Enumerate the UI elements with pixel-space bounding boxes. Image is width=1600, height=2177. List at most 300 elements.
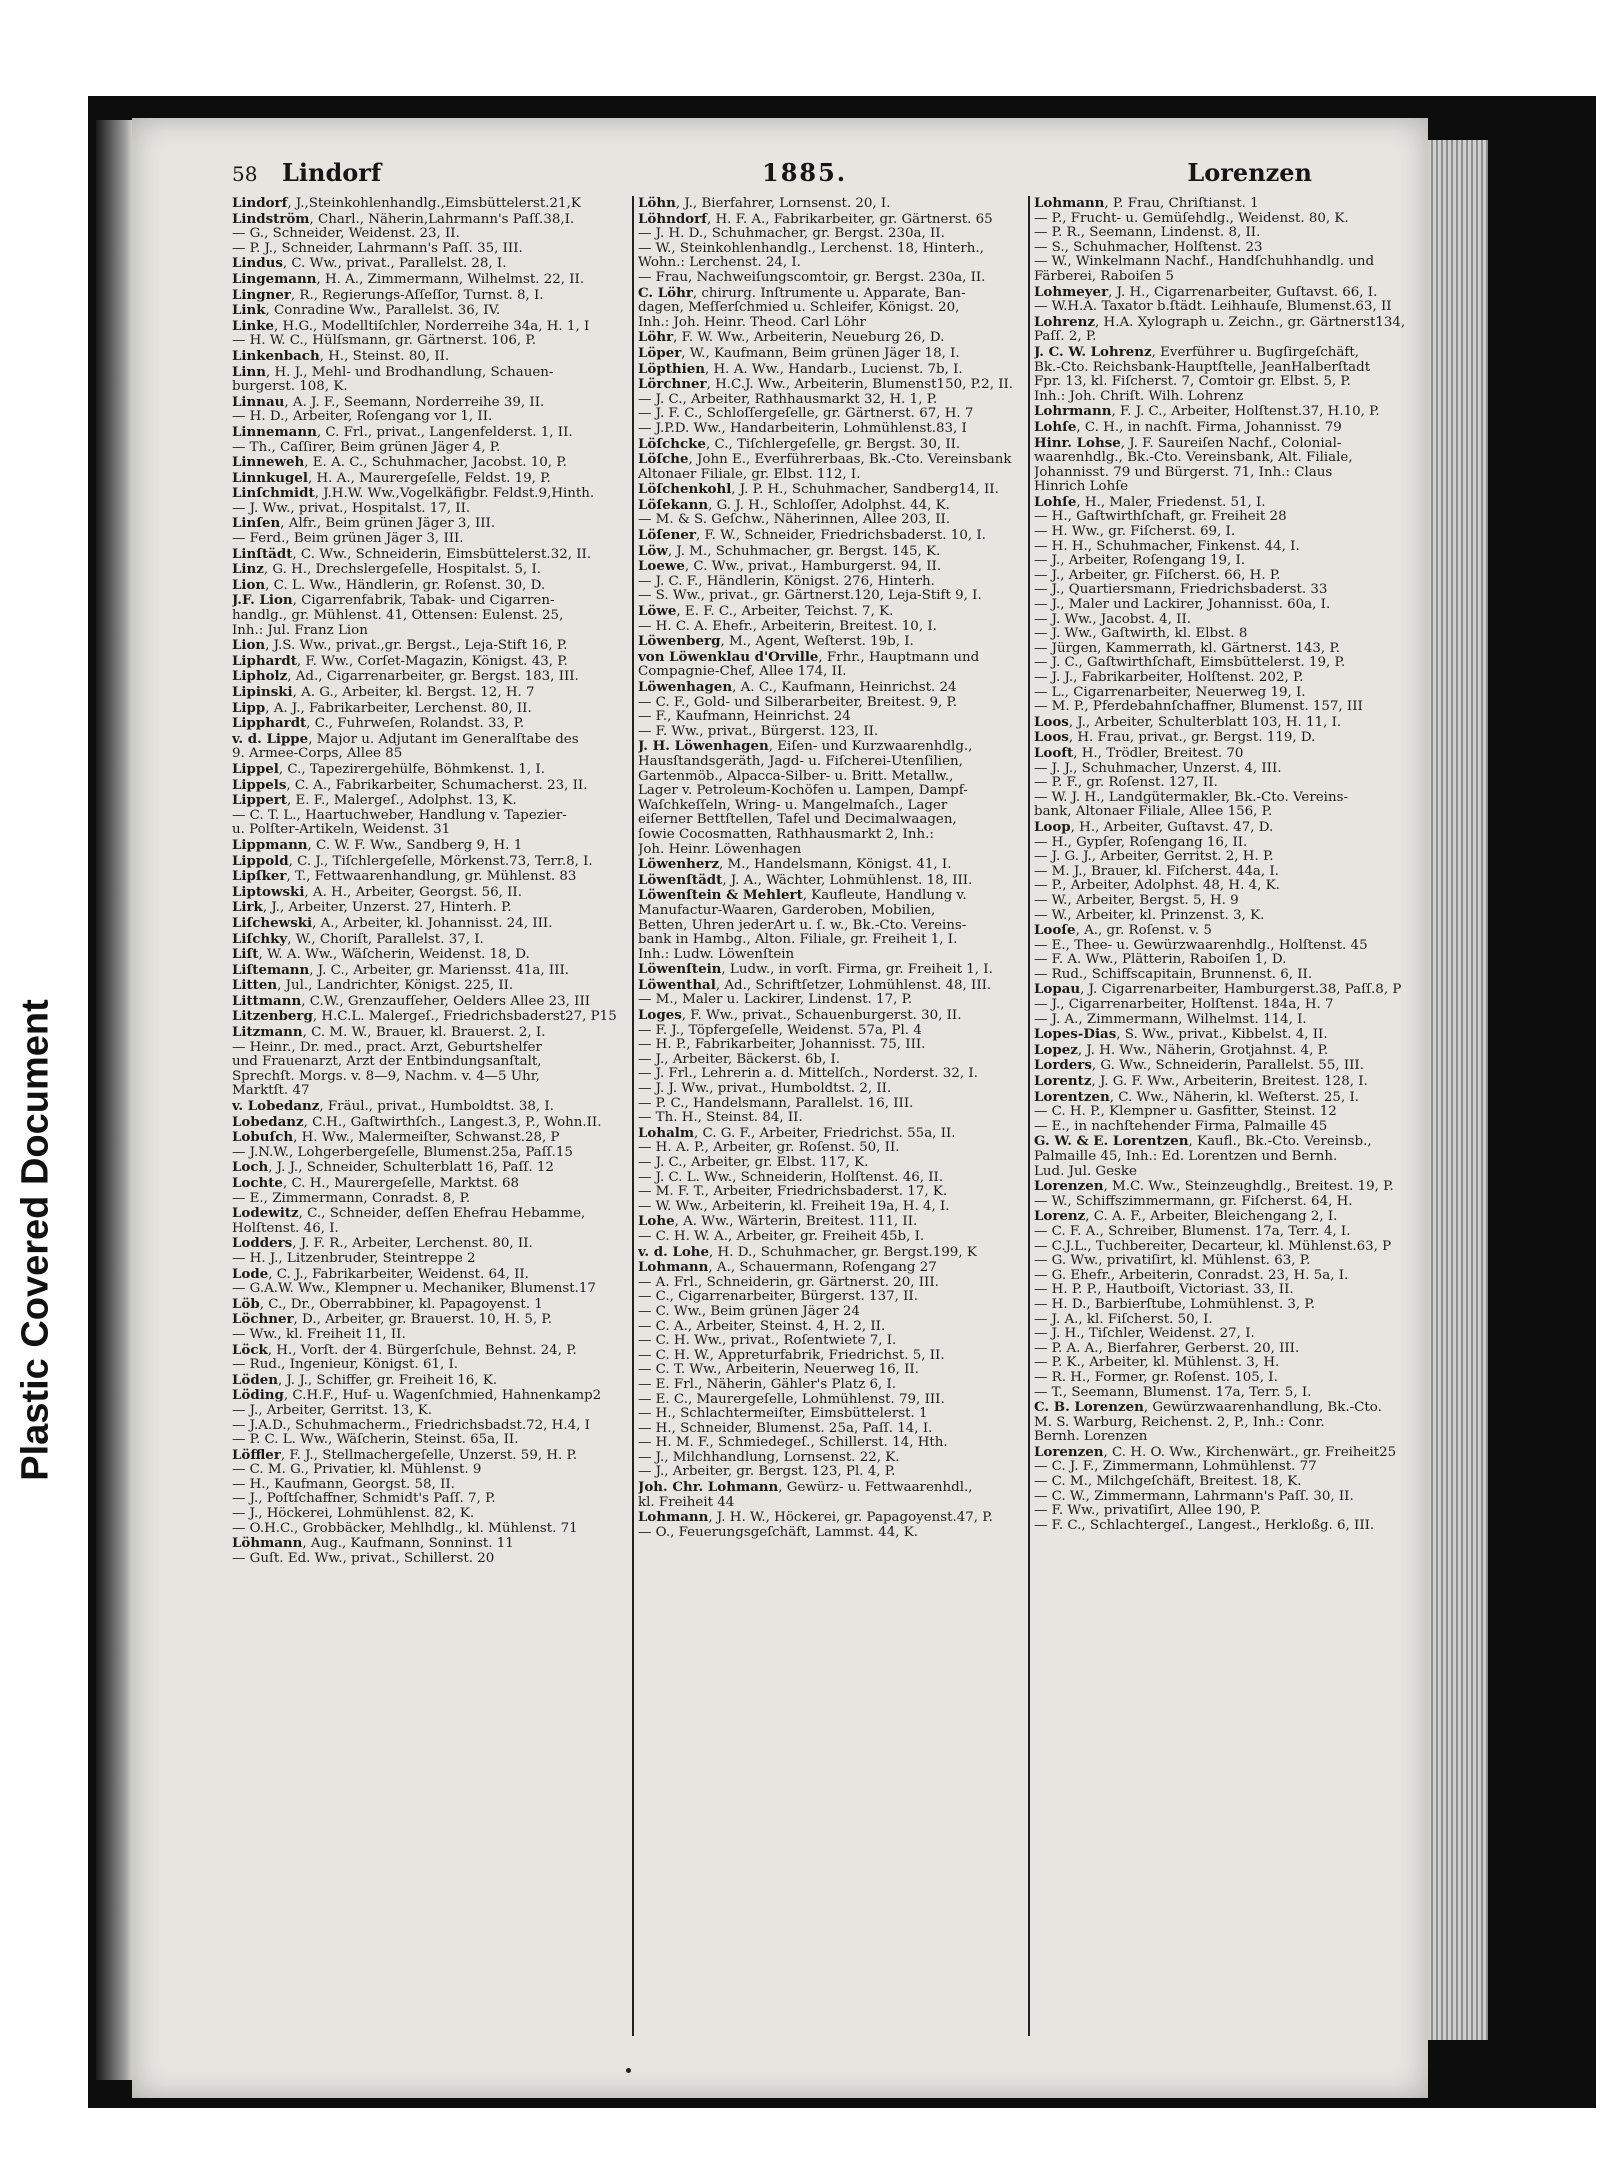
directory-entry [638, 1320, 1030, 1335]
entry-details: , A. J., Fabrikarbeiter, Lerchenst. 80, II. [265, 700, 532, 716]
directory-entry [638, 1156, 1030, 1171]
entry-details: , H., Vorſt. der 4. Bürgerſchule, Behnst. 24, P. [267, 1342, 577, 1358]
entry-details: , F. J. C., Arbeiter, Holſtenst.37, H.10, P. [1111, 404, 1380, 420]
directory-entry [638, 739, 1030, 755]
entry-details: — J., Milchhandlung, Lornsenst. 22, K. [638, 1450, 900, 1465]
directory-entry [232, 1160, 632, 1176]
directory-entry [1034, 1445, 1426, 1461]
entry-details: — J., Arbeiter, gr. Bergst. 123, Pl. 4, P. [638, 1465, 896, 1480]
entry-details: , H., Arbeiter, Guſtavst. 47, D. [1070, 819, 1274, 835]
entry-details: , J. A., Wächter, Lohmühlenst. 18, III. [722, 872, 973, 888]
entry-details: , C. Ww., Näherin, kl. Weſterst. 25, I. [1109, 1089, 1360, 1105]
directory-entry [232, 365, 632, 381]
entry-details: — Jürgen, Kammerrath, kl. Gärtnerst. 143, P. [1034, 641, 1340, 656]
entry-surname: Löden [232, 1372, 278, 1388]
directory-entry [1034, 894, 1426, 909]
directory-entry [638, 286, 1030, 302]
directory-entry [638, 634, 1030, 650]
directory-entry [232, 256, 632, 272]
directory-entry [1034, 791, 1426, 806]
directory-entry [638, 1436, 1030, 1451]
entry-surname: J.F. Lion [232, 593, 293, 609]
directory-entry [1034, 255, 1426, 270]
directory-entry [1034, 1105, 1426, 1120]
entry-details: , J.H.W. Ww.,Vogelkäfigbr. Feldst.9,Hinth. [314, 486, 595, 502]
entry-details: Lud. Jul. Geske [1034, 1164, 1137, 1179]
entry-details: , Cigarrenfabrik, Tabak- und Cigarren- [292, 593, 555, 609]
entry-details: , Jul., Landrichter, Königst. 225, II. [277, 978, 514, 994]
directory-entry [638, 620, 1030, 635]
directory-entry [638, 1305, 1030, 1320]
directory-entry [1034, 404, 1426, 420]
directory-entry [232, 963, 632, 979]
entry-surname: Linke [232, 318, 275, 334]
directory-entry [1034, 1240, 1426, 1255]
directory-entry [1034, 1313, 1426, 1328]
entry-surname: Liſt [232, 947, 259, 963]
directory-entry [638, 1276, 1030, 1291]
entry-details: — J., Arbeiter, Roſengang 19, I. [1034, 554, 1246, 569]
directory-entry [638, 919, 1030, 934]
entry-surname: Loos [1034, 714, 1069, 730]
entry-details: Hausſtandsgeräth, Jagd- u. Fiſcherei-Utenſilien, [638, 754, 963, 769]
directory-entry [232, 227, 632, 242]
entry-details: , C. Ww., privat., Hamburgerst. 94, II. [684, 559, 942, 575]
entry-surname: Liphardt [232, 653, 297, 669]
entry-surname: Lodders [232, 1236, 293, 1252]
entry-surname: Lippel [232, 761, 279, 777]
directory-entry [1034, 1013, 1426, 1028]
entry-details: , C.H., Gaſtwirthſch., Langest.3, P., Wohn.II. [303, 1114, 602, 1130]
entry-details: 9. Armee-Corps, Allee 85 [232, 747, 403, 762]
directory-entry [1034, 1386, 1426, 1401]
directory-entry [638, 346, 1030, 362]
directory-entry [1034, 390, 1426, 405]
entry-details: — W., Schiffszimmermann, gr. Fiſcherst. 64, H. [1034, 1194, 1353, 1209]
directory-entry [638, 498, 1030, 514]
directory-entry [638, 437, 1030, 453]
directory-entry [1034, 196, 1426, 212]
entry-details: — J. G. J., Arbeiter, Gerritst. 2, H. P. [1034, 850, 1274, 865]
directory-entry [1034, 1027, 1426, 1043]
entry-details: Inh.: Joh. Chriſt. Wilh. Lohrenz [1034, 389, 1244, 404]
directory-entry [638, 559, 1030, 575]
entry-surname: Lindus [232, 256, 283, 272]
directory-entry [232, 1025, 632, 1041]
entry-details: , E. A. C., Schuhmacher, Jacobst. 10, P. [304, 455, 567, 471]
entry-details: — H. Ww., gr. Fiſcherst. 69, I. [1034, 525, 1236, 540]
entry-surname: Lorentz [1034, 1074, 1092, 1090]
directory-entry [1034, 923, 1426, 939]
entry-details: — P. J., Schneider, Lahrmann's Paſſ. 35, III. [232, 241, 523, 256]
entry-surname: Lindström [232, 211, 310, 227]
entry-details: — P. K., Arbeiter, kl. Mühlenst. 3, H. [1034, 1356, 1280, 1371]
entry-surname: Joh. Chr. Lohmann [638, 1480, 779, 1496]
directory-entry [1034, 656, 1426, 671]
book-spine [96, 120, 132, 2080]
directory-entry [638, 330, 1030, 346]
directory-entry [638, 1214, 1030, 1230]
entry-surname: Löffler [232, 1447, 281, 1463]
entry-details: — Rud., Ingenieur, Königst. 61, I. [232, 1358, 459, 1373]
entry-surname: Lippold [232, 853, 289, 869]
entry-details: — J., Höckerei, Lohmühlenst. 82, K. [232, 1507, 475, 1522]
entry-details: , Kaufleute, Handlung v. [802, 888, 967, 904]
entry-details: bank, Altonaer Filiale, Allee 156, P. [1034, 805, 1273, 820]
directory-entry [638, 1038, 1030, 1053]
entry-surname: Linſtädt [232, 546, 293, 562]
entry-details: — C., Cigarrenarbeiter, Bürgerst. 137, II. [638, 1290, 918, 1305]
directory-entry [232, 502, 632, 517]
entry-details: , C. Frl., privat., Langenfelderst. 1, II. [316, 424, 573, 440]
entry-details: , Ad., Schriftſetzer, Lohmühlenst. 48, III. [715, 977, 992, 993]
entry-surname: Lirk [232, 900, 263, 916]
directory-entry [1034, 939, 1426, 954]
entry-surname: Lippels [232, 777, 287, 793]
directory-entry [1034, 1225, 1426, 1240]
directory-entry [638, 1510, 1030, 1526]
entry-details: — H. P., Fabrikarbeiter, Johannisst. 75, III. [638, 1038, 926, 1053]
directory-entry [638, 904, 1030, 919]
directory-entry [638, 784, 1030, 799]
entry-surname: Lohmann [1034, 196, 1105, 211]
directory-entry [232, 196, 632, 212]
entry-details: — J. H. D., Schuhmacher, gr. Bergst. 230a, II. [638, 227, 945, 242]
directory-entry [1034, 436, 1426, 452]
directory-entry [1034, 836, 1426, 851]
directory-entry [1034, 226, 1426, 241]
directory-entry [638, 828, 1030, 843]
entry-surname: Löwenſtädt [638, 872, 723, 888]
entry-details: Betten, Uhren jederArt u. ſ. w., Bk.-Cto. Vereins- [638, 918, 967, 933]
entry-surname: Liſtemann [232, 962, 310, 978]
entry-details: — H., Schneider, Blumenst. 25a, Paſſ. 14, I. [638, 1421, 933, 1436]
entry-details: , C.W., Grenzaufſeher, Oelders Allee 23, III [301, 993, 591, 1009]
entry-surname: Lipinski [232, 685, 293, 700]
directory-entry [232, 1388, 632, 1404]
entry-details: , H. A., Maurergeſelle, Feldst. 19, P. [307, 470, 551, 486]
entry-details: Fpr. 13, kl. Fiſcherst. 7, Comtoir gr. Elbst. 5, P. [1034, 375, 1351, 390]
entry-surname: Lorenzen [1034, 1444, 1104, 1460]
directory-entry [638, 1008, 1030, 1024]
directory-entry [1034, 361, 1426, 376]
directory-entry [232, 1404, 632, 1419]
entry-details: Sprechſt. Morgs. v. 8—9, Nachm. v. 4—5 Uhr, [232, 1069, 540, 1084]
entry-surname: Loewe [638, 559, 685, 575]
entry-details: , A., Schauermann, Roſengang 27 [708, 1260, 937, 1276]
entry-surname: Lodewitz [232, 1206, 299, 1222]
entry-details: bank in Hambg., Alton. Filiale, gr. Freiheit 1, I. [638, 933, 958, 948]
directory-entry [1034, 1269, 1426, 1284]
directory-entry [1034, 330, 1426, 345]
directory-entry [232, 1267, 632, 1283]
directory-entry [232, 838, 632, 854]
directory-entry [638, 755, 1030, 770]
entry-details: , J. J., Schiffer, gr. Freiheit 16, K. [277, 1372, 498, 1388]
entry-surname: J. H. Löwenhagen [638, 739, 769, 755]
directory-entry [232, 1146, 632, 1161]
entry-details: — J., Arbeiter, gr. Fiſcherst. 66, H. P. [1034, 568, 1281, 583]
entry-details: , A., Arbeiter, kl. Johannisst. 24, III. [312, 915, 553, 931]
entry-details: , E. F., Malergeſ., Adolphst. 13, K. [287, 793, 517, 809]
entry-details: , H.G., Modelltiſchler, Norderreihe 34a, H. 1, I [274, 318, 590, 334]
year-heading: 1885. [762, 158, 848, 187]
entry-details: , G. J. H., Schloſſer, Adolphst. 44, K. [708, 497, 950, 513]
directory-entry [638, 665, 1030, 680]
entry-surname: Löſener [638, 528, 696, 544]
directory-entry [1034, 1165, 1426, 1180]
entry-details: — C. T. L., Haartuchweber, Handlung v. Tapezier- [232, 808, 567, 823]
directory-entry [1034, 375, 1426, 390]
entry-surname: Lobuſch [232, 1130, 294, 1146]
entry-details: , H., Steinst. 80, II. [319, 348, 450, 364]
entry-details: , F. W. Ww., Arbeiterin, Neueburg 26, D. [673, 330, 945, 346]
directory-entry [232, 562, 632, 578]
entry-details: , Major u. Adjutant im Generalſtabe des [308, 731, 579, 747]
entry-surname: Lohalm [638, 1125, 695, 1141]
entry-details: — Th., Caſſirer, Beim grünen Jäger 4, P. [232, 440, 501, 455]
entry-details: — H. C. A. Ehefr., Arbeiterin, Breitest. 10, I. [638, 619, 937, 634]
entry-surname: Löwe [638, 604, 677, 620]
entry-details: , M., Handelsmann, Königst. 41, I. [719, 857, 952, 873]
entry-details: , H. J., Mehl- und Brodhandlung, Schauen- [265, 364, 554, 380]
entry-details: handlg., gr. Mühlenst. 41, Ottensen: Eulenst. 25, [232, 609, 564, 624]
directory-entry [1034, 1356, 1426, 1371]
directory-entry [1034, 865, 1426, 880]
entry-details: , A. J. F., Seemann, Norderreihe 39, II. [284, 394, 545, 410]
entry-details: — M. P., Pferdebahnſchaffner, Blumenst. 157, III [1034, 700, 1363, 715]
entry-surname: Lohmann [638, 1510, 709, 1526]
directory-entry [638, 1185, 1030, 1200]
directory-entry [232, 334, 632, 349]
directory-entry [232, 854, 632, 870]
directory-entry [1034, 762, 1426, 777]
entry-details: , F. W., Schneider, Friedrichsbaderst. 10, I. [695, 528, 986, 544]
entry-details: , A. C., Kaufmann, Heinrichst. 24 [732, 680, 957, 695]
plastic-covered-label: Plastic Covered Document [14, 999, 57, 1481]
entry-surname: J. C. W. Lohrenz [1034, 344, 1152, 360]
directory-entry [1034, 1090, 1426, 1106]
directory-entry [232, 425, 632, 441]
directory-entry [1034, 315, 1426, 331]
entry-details: , J. M., Schuhmacher, gr. Bergst. 145, K. [667, 543, 941, 559]
entry-surname: Löper [638, 345, 682, 361]
directory-entry [232, 716, 632, 732]
entry-surname: Lohe [638, 1214, 675, 1230]
directory-entry [638, 393, 1030, 408]
directory-entry [638, 227, 1030, 242]
entry-details: , G. H., Drechslergeſelle, Hospitalst. 5, I. [263, 562, 542, 578]
directory-entry [1034, 1058, 1426, 1074]
entry-surname: Linſchmidt [232, 486, 315, 502]
entry-details: , C., Tiſchlergeſelle, gr. Bergst. 30, II. [705, 436, 961, 452]
entry-surname: Löhn [638, 196, 676, 211]
directory-entry [1034, 285, 1426, 301]
directory-entry [1034, 776, 1426, 791]
entry-details: — E. Frl., Näherin, Gähler's Platz 6, I. [638, 1377, 897, 1392]
entry-details: , H.C.J. Ww., Arbeiterin, Blumenst150, P.2, II. [706, 377, 1014, 393]
directory-entry [638, 1111, 1030, 1126]
directory-entry [638, 1465, 1030, 1480]
entry-details: , Charl., Näherin,Lahrmann's Paſſ.38,I. [309, 211, 575, 227]
directory-entry [1034, 730, 1426, 746]
directory-entry [638, 799, 1030, 814]
directory-entry [1034, 1283, 1426, 1298]
entry-details: — J. J. Ww., privat., Humboldtst. 2, II. [638, 1082, 892, 1097]
entry-details: , F. J., Stellmachergeſelle, Unzerst. 59, H. P. [280, 1447, 578, 1463]
entry-details: , C., Dr., Oberrabbiner, kl. Papagoyenst. 1 [259, 1296, 543, 1312]
entry-details: , Ludw., in vorſt. Firma, gr. Freiheit 1, I. [721, 962, 993, 978]
entry-surname: Lohſe [1034, 419, 1077, 435]
entry-surname: Lipp [232, 700, 266, 716]
entry-details: — Guſt. Ed. Ww., privat., Schillerst. 20 [232, 1551, 495, 1566]
entry-details: , C., Fuhrweſen, Rolandst. 33, P. [306, 716, 525, 732]
directory-entry [1034, 1074, 1426, 1090]
entry-details: Manufactur-Waaren, Garderoben, Mobilien, [638, 903, 936, 918]
entry-details: — G. Ww., privatiſirt, kl. Mühlenst. 63, P. [1034, 1254, 1311, 1269]
directory-column-3 [1028, 196, 1426, 2036]
entry-details: , E. F. C., Arbeiter, Teichst. 7, K. [676, 604, 894, 620]
entry-details: — M. J., Brauer, kl. Fiſcherst. 44a, I. [1034, 864, 1279, 879]
entry-details: Paſſ. 2, P. [1034, 330, 1097, 345]
entry-details: , W., Choriſt, Parallelst. 37, I. [287, 931, 484, 947]
directory-entry [1034, 583, 1426, 598]
entry-details: , W., Kaufmann, Beim grünen Jäger 18, I. [681, 345, 960, 361]
entry-details: dagen, Meſſerſchmied u. Schleifer, Königst. 20, [638, 301, 960, 316]
directory-entry [638, 1230, 1030, 1245]
directory-entry [638, 212, 1030, 228]
entry-details: — H., Schlachtermeiſter, Eimsbüttelerst. 1 [638, 1407, 928, 1422]
directory-entry [1034, 1400, 1426, 1416]
entry-details: — C. J. F., Zimmermann, Lohmühlenst. 77 [1034, 1460, 1317, 1475]
directory-entry [638, 857, 1030, 873]
entry-details: — H., Kaufmann, Georgst. 58, II. [232, 1477, 455, 1492]
entry-details: — Ww., kl. Freiheit 11, II. [232, 1327, 406, 1342]
entry-details: — J., Maler und Lackirer, Johannisst. 60a, I. [1034, 598, 1331, 613]
entry-details: , A. H., Arbeiter, Georgst. 56, II. [304, 884, 522, 900]
entry-details: , John E., Everführerbaas, Bk.-Cto. Vereinsbank [688, 452, 1012, 468]
entry-details: , C.H.F., Huf- u. Wagenſchmied, Hahnenkamp2 [283, 1388, 602, 1404]
directory-entry [232, 793, 632, 809]
entry-details: — W., Winkelmann Nachf., Handſchuhhandlg. und [1034, 255, 1375, 270]
entry-surname: v. d. Lippe [232, 731, 309, 747]
directory-entry [232, 593, 632, 609]
directory-entry [232, 1536, 632, 1552]
directory-entry [1034, 1490, 1426, 1505]
directory-entry [638, 1097, 1030, 1112]
entry-surname: Link [232, 303, 266, 319]
entry-details: , J., Arbeiter, Schulterblatt 103, H. 11, I. [1068, 714, 1342, 730]
entry-surname: Lion [232, 638, 266, 654]
directory-entry [638, 256, 1030, 271]
left-guide-word: Lindorf [282, 158, 382, 187]
entry-details: Lager v. Petroleum-Kochöfen u. Lampen, Dampf- [638, 784, 968, 799]
directory-entry [1034, 909, 1426, 924]
entry-details: , H.C.L. Malergeſ., Friedrichsbaderst27, P15 [312, 1009, 617, 1025]
directory-entry [232, 486, 632, 502]
directory-entry [638, 575, 1030, 590]
entry-details: , J.S. Ww., privat.,gr. Bergst., Leja-Stift 16, P. [265, 638, 568, 654]
directory-entry [638, 1363, 1030, 1378]
directory-entry [232, 701, 632, 717]
entry-details: , F. Ww., privat., Schauenburgerst. 30, II. [681, 1008, 962, 1024]
directory-entry [638, 1393, 1030, 1408]
directory-entry [232, 1463, 632, 1478]
directory-entry [638, 1171, 1030, 1186]
entry-surname: Looft [1034, 745, 1074, 761]
entry-surname: Lorentzen [1034, 1089, 1110, 1105]
entry-details: , Eiſen- und Kurzwaarenhdlg., [768, 739, 973, 755]
entry-details: Johannisst. 79 und Bürgerst. 71, Inh.: Claus [1034, 465, 1333, 480]
directory-entry [232, 1552, 632, 1567]
entry-surname: Löhndorf [638, 211, 707, 227]
directory-entry [638, 242, 1030, 257]
entry-details: Inh.: Joh. Heinr. Theod. Carl Löhr [638, 315, 866, 330]
directory-entry [638, 1053, 1030, 1068]
entry-details: — P. C. L. Ww., Wäſcherin, Steinst. 65a, II. [232, 1433, 519, 1448]
directory-entry [638, 422, 1030, 437]
entry-details: , C. L. Ww., Händlerin, gr. Roſenst. 30, D. [265, 577, 546, 593]
entry-details: , F. Ww., Corſet-Magazin, Königst. 43, P. [296, 653, 568, 669]
entry-details: — C. H. P., Klempner u. Gasfitter, Steinst. 12 [1034, 1105, 1337, 1120]
entry-details: — F. C., Schlachtergeſ., Langest., Herkloßg. 6, III. [1034, 1518, 1375, 1533]
directory-entry [638, 843, 1030, 858]
entry-details: , H. A. Ww., Handarb., Lucienst. 7b, I. [704, 361, 963, 377]
directory-entry [1034, 1416, 1426, 1431]
entry-details: — J. C., Arbeiter, gr. Elbst. 117, K. [638, 1156, 869, 1170]
entry-details: Wohn.: Lerchenst. 24, I. [638, 256, 801, 271]
entry-details: — J. Ww., Jacobst. 4, II. [1034, 612, 1192, 627]
entry-details: — H. D., Arbeiter, Roſengang vor 1, II. [232, 410, 493, 425]
directory-entry [232, 1448, 632, 1464]
entry-details: Inh.: Jul. Franz Lion [232, 623, 368, 638]
directory-entry [1034, 540, 1426, 555]
directory-entry [232, 885, 632, 901]
entry-details: — W. J. H., Landgütermakler, Bk.-Cto. Vereins- [1034, 790, 1348, 805]
entry-surname: Lohmann [638, 1260, 709, 1276]
entry-surname: Lopau [1034, 982, 1081, 998]
directory-entry [638, 1451, 1030, 1466]
entry-details: , Ad., Cigarrenarbeiter, gr. Bergst. 183, III. [287, 669, 579, 685]
entry-surname: Liſchky [232, 931, 288, 947]
entry-details: Bernh. Lorenzen [1034, 1430, 1148, 1445]
directory-entry [1034, 1150, 1426, 1165]
directory-entry [232, 747, 632, 762]
entry-details: — C. H. W., Appreturfabrik, Friedrichst. 5, II. [638, 1348, 945, 1363]
entry-details: — J., Cigarrenarbeiter, Holſtenst. 184a, H. 7 [1034, 998, 1334, 1013]
entry-details: , A. Ww., Wärterin, Breitest. 111, II. [674, 1214, 918, 1230]
directory-entry [1034, 1179, 1426, 1195]
entry-surname: Löding [232, 1388, 284, 1404]
entry-surname: Lobedanz [232, 1114, 304, 1130]
entry-details: , Kaufl., Bk.-Cto. Vereinsb., [1188, 1134, 1372, 1150]
directory-entry [638, 377, 1030, 393]
directory-entry [1034, 700, 1426, 715]
directory-entry [638, 1245, 1030, 1261]
entry-surname: Löhmann [232, 1536, 303, 1552]
directory-entry [1034, 569, 1426, 584]
entry-surname: Lipſker [232, 869, 287, 885]
directory-entry [638, 544, 1030, 560]
directory-entry [638, 528, 1030, 544]
entry-surname: Löhr [638, 330, 674, 346]
entry-details: , C. G. F., Arbeiter, Friedrichst. 55a, II. [694, 1125, 956, 1141]
directory-entry [638, 1260, 1030, 1276]
directory-entry [638, 271, 1030, 286]
entry-details: , H. D., Schuhmacher, gr. Bergst.199, K [709, 1244, 977, 1260]
right-guide-word: Lorenzen [1187, 158, 1312, 187]
directory-entry [1034, 212, 1426, 227]
